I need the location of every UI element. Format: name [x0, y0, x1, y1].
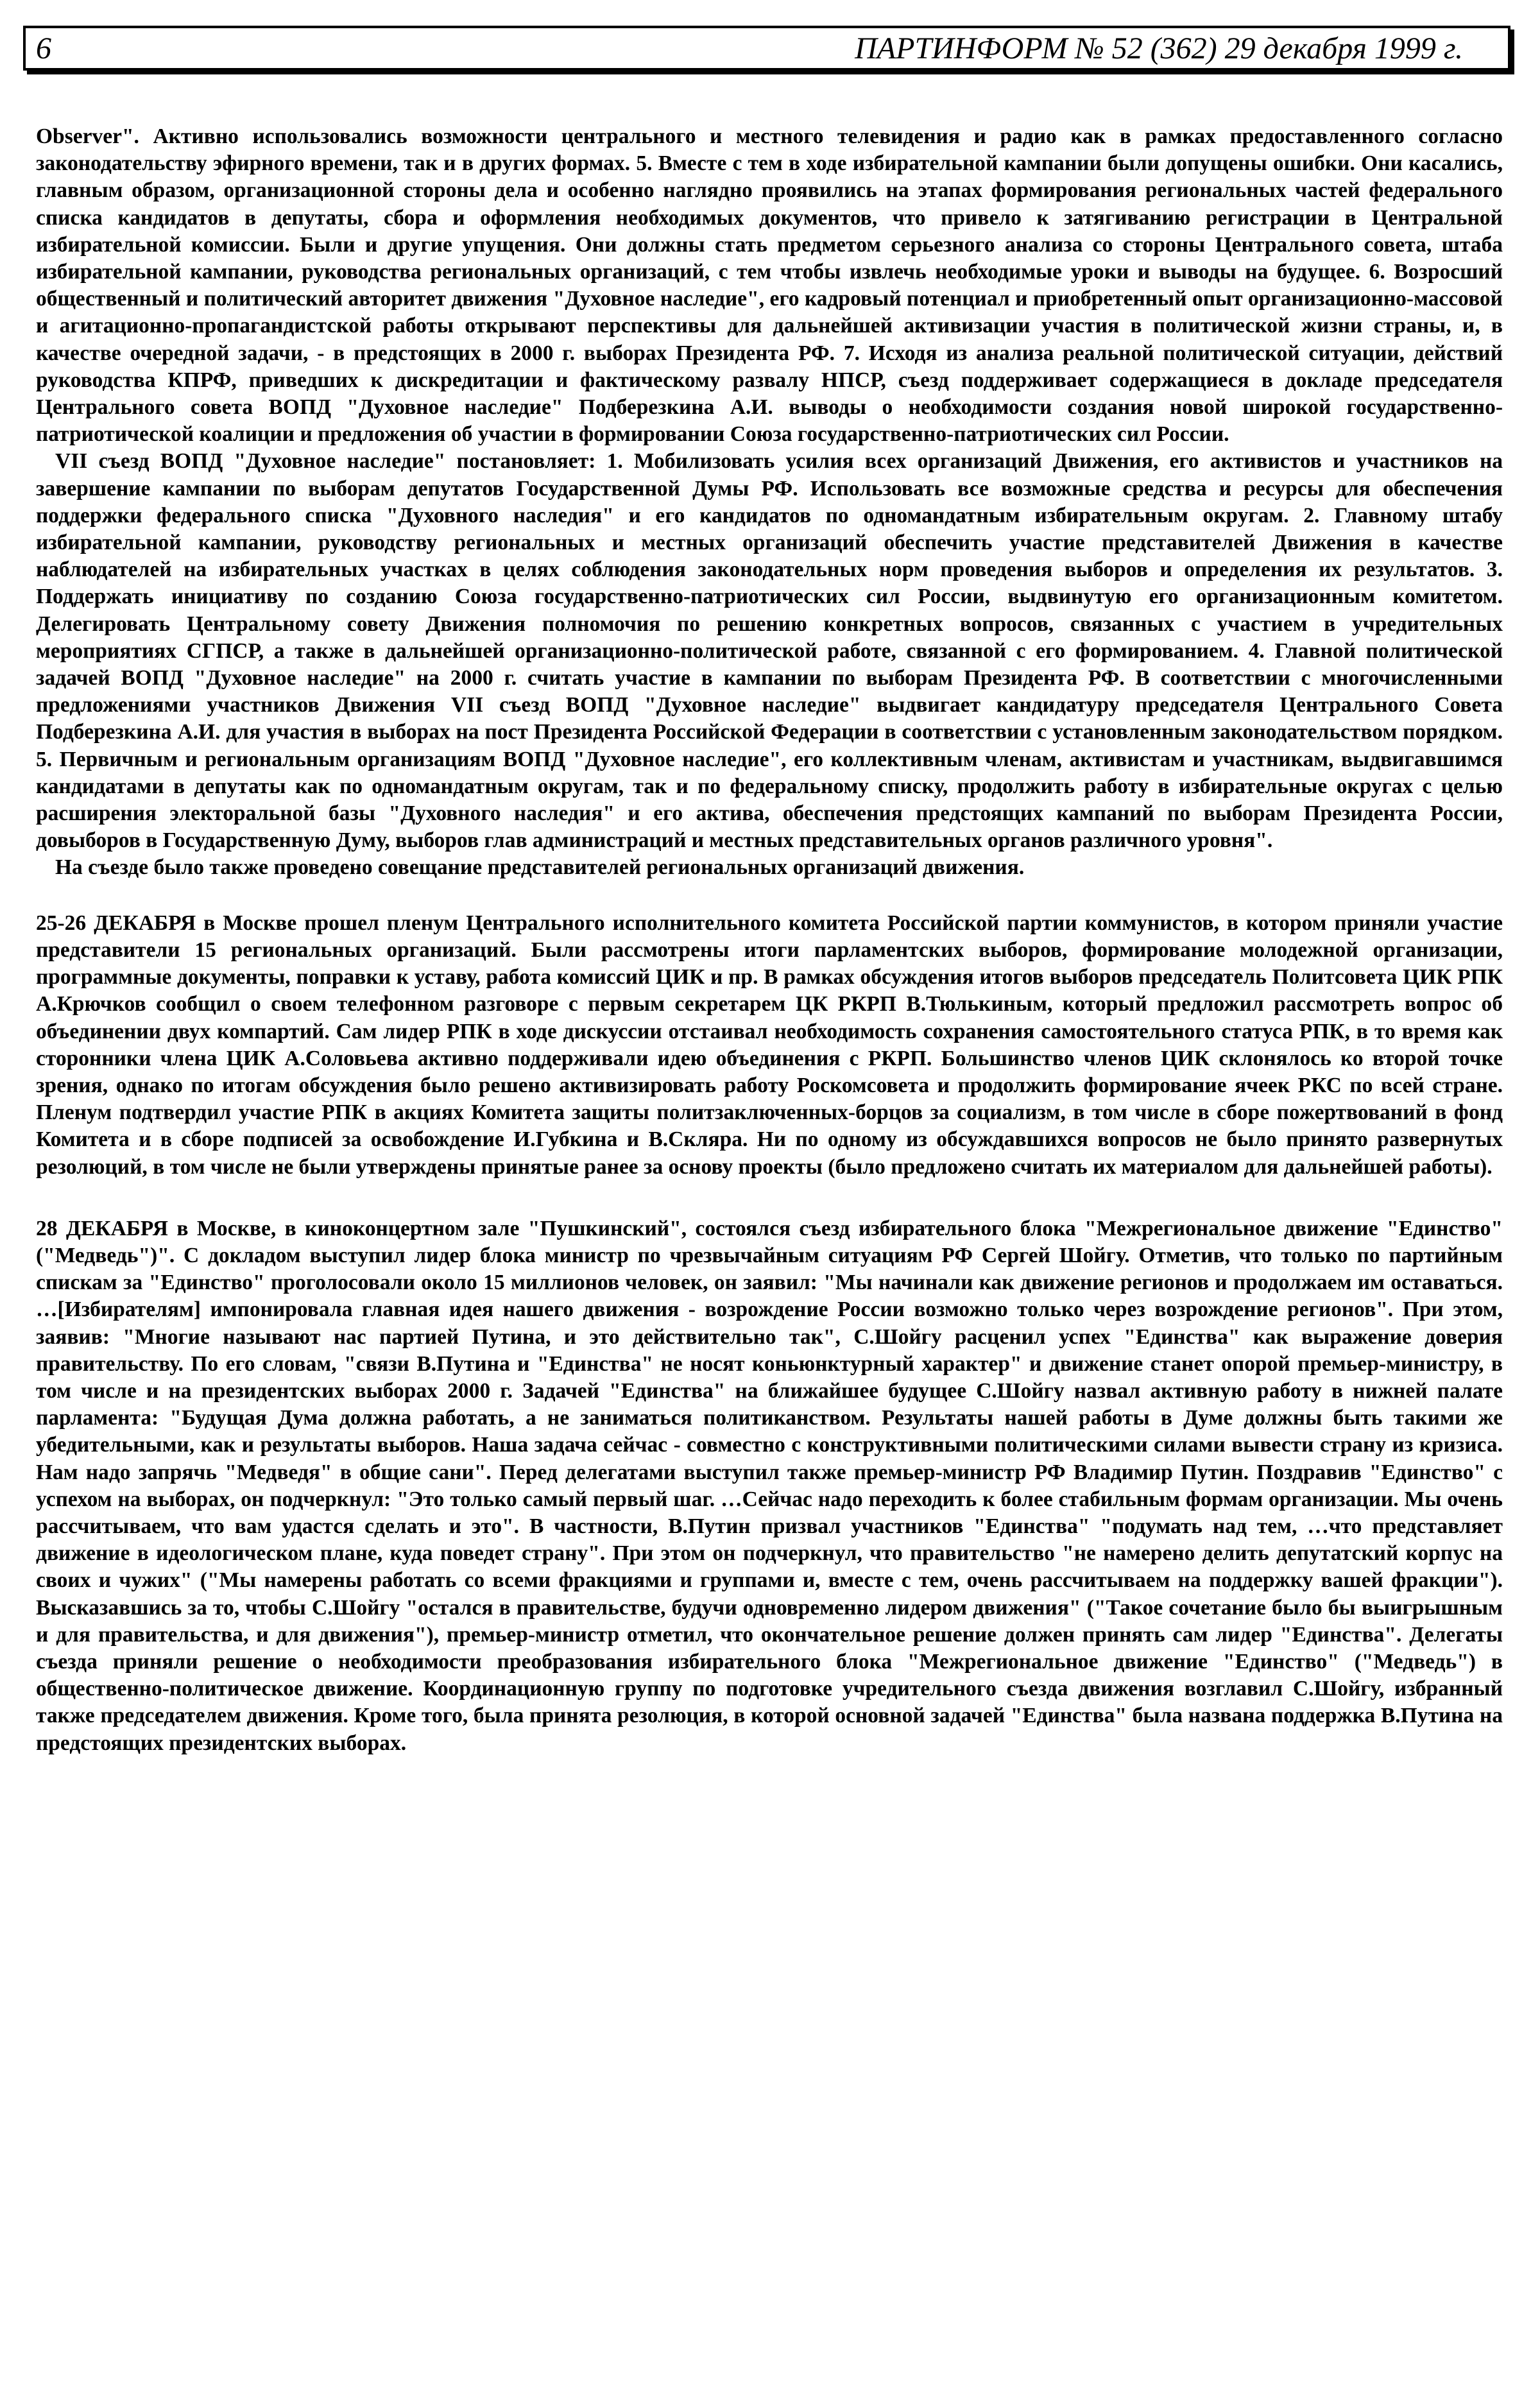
- paragraph-congress-resolution: VII съезд ВОПД "Духовное наследие" постановляет: 1. Мобилизовать усилия всех организаций Движения, его активистов и участников на завершение кампании по выборам депутатов Государственной Думы РФ. Использовать все возможные средства и ресурсы для обеспечения поддержки федерального списка "Духовного наследия" и его кандидатов по одномандатным избирательным округам. 2. Главному штабу избирательной кампании, руководству региональных и местных организаций обеспечить участие представителей Движения в качестве наблюдателей на избирательных участках в целях соблюдения законодательных норм проведения выборов и определения их результатов. 3. Поддержать инициативу по созданию Союза государственно-патриотических сил России, выдвинутую его организационным комитетом. Делегировать Центральному совету Движения полномочия по решению конкретных вопросов, связанных с участием в учредительных мероприятиях СГПСР, а также в дальнейшей организационно-политической работе, связанной с его формированием. 4. Главной политической задачей ВОПД "Духовное наследие" на 2000 г. считать участие в кампании по выборам Президента РФ. В соответствии с многочисленными предложениями участников Движения VII съезд ВОПД "Духовное наследие" выдвигает кандидатуру председателя Центрального Совета Подберезкина А.И. для участия в выборах на пост Президента Российской Федерации в соответствии с установленным законодательством порядком. 5. Первичным и региональным организациям ВОПД "Духовное наследие", его коллективным членам, активистам и участникам, выдвигавшимся кандидатами в депутаты как по одномандатным округам, так и по федеральному списку, продолжить работу в избирательные округах с целью расширения электоральной базы "Духовного наследия" и его актива, обеспечения предстоящих кампаний по выборам Президента России, довыборов в Государственную Думу, выборов глав администраций и местных представительных органов различного уровня".: [36, 449, 1503, 853]
- publication-title: ПАРТИНФОРМ № 52 (362) 29 декабря 1999 г.: [855, 31, 1463, 65]
- page-number: 6: [36, 31, 51, 65]
- article-body: [36, 123, 1503, 1757]
- paragraph-observer: Observer". Активно использовались возможности центрального и местного телевидения и радио как в рамках предоставленного согласно законодательству эфирного времени, так и в других формах. 5. Вместе с тем в ходе избирательной кампании были допущены ошибки. Они касались, главным образом, организационной стороны дела и особенно наглядно проявились на этапах формирования региональных частей федерального списка кандидатов в депутаты, сбора и оформления необходимых документов, что привело к затягиванию регистрации в Центральной избирательной комиссии. Были и другие упущения. Они должны стать предметом серьезного анализа со стороны Центрального совета, штаба избирательной кампании, руководства региональных организаций, с тем чтобы извлечь необходимые уроки и выводы на будущее. 6. Возросший общественный и политический авторитет движения "Духовное наследие", его кадровый потенциал и приобретенный опыт организационно-массовой и агитационно-пропагандистской работы открывают перспективы для дальнейшей активизации участия в политической жизни страны, и, в качестве очередной задачи, - в предстоящих в 2000 г. выборах Президента РФ. 7. Исходя из анализа реальной политической ситуации, действий руководства КПРФ, приведших к дискредитации и фактическому развалу НПСР, съезд поддерживает содержащиеся в докладе председателя Центрального совета ВОПД "Духовное наследие" Подберезкина А.И. выводы о необходимости создания новой широкой государственно-патриотической коалиции и предложения об участии в формировании Союза государственно-патриотических сил России.: [36, 124, 1503, 447]
- paragraph-congress-meeting: На съезде было также проведено совещание представителей региональных организаций движения.: [55, 855, 1025, 880]
- page-header: [23, 26, 1510, 71]
- paragraph-december-25-26: 25-26 ДЕКАБРЯ в Москве прошел пленум Центрального исполнительного комитета Российской партии коммунистов, в котором приняли участие представители 15 региональных организаций. Были рассмотрены итоги парламентских выборов, формирование молодежной организации, программные документы, поправки к уставу, работа комиссий ЦИК и пр. В рамках обсуждения итогов выборов председатель Политсовета ЦИК РПК А.Крючков сообщил о своем телефонном разговоре с первым секретарем ЦК РКРП В.Тюлькиным, который предложил рассмотреть вопрос об объединении двух компартий. Сам лидер РПК в ходе дискуссии отстаивал необходимость сохранения самостоятельного статуса РПК, в то время как сторонники члена ЦИК А.Соловьева активно поддерживали идею объединения с РКРП. Большинство членов ЦИК склонялось ко второй точке зрения, однако по итогам обсуждения было решено активизировать работу Роскомсовета и продолжить формирование ячеек РКС по всей стране. Пленум подтвердил участие РПК в акциях Комитета защиты политзаключенных-борцов за социализм, в том числе в сборе пожертвований в фонд Комитета и в сборе подписей за освобождение И.Губкина и В.Скляра. Ни по одному из обсуждавшихся вопросов не было принято развернутых резолюций, в том числе не были утверждены принятые ранее за основу проекты (было предложено считать их материалом для дальнейшей работы).: [36, 911, 1503, 1179]
- spacer: [36, 1181, 1503, 1215]
- paragraph-december-28: 28 ДЕКАБРЯ в Москве, в киноконцертном зале "Пушкинский", состоялся съезд избирательного блока "Межрегиональное движение "Единство" ("Медведь")". С докладом выступил лидер блока министр по чрезвычайным ситуациям РФ Сергей Шойгу. Отметив, что только по партийным спискам за "Единство" проголосовали около 15 миллионов человек, он заявил: "Мы начинали как движение регионов и продолжаем им оставаться. …[Избирателям] импонировала главная идея нашего движения - возрождение России возможно только через возрождение регионов". При этом, заявив: "Многие называют нас партией Путина, и это действительно так", С.Шойгу расценил успех "Единства" как выражение доверия правительству. По его словам, "связи В.Путина и "Единства" не носят коньюнктурный характер" и движение станет опорой премьер-министру, в том числе и на президентских выборах 2000 г. Задачей "Единства" на ближайшее будущее С.Шойгу назвал активную работу в нижней палате парламента: "Будущая Дума должна работать, а не заниматься политиканством. Результаты нашей работы в Думе должны быть такими же убедительными, как и результаты выборов. Наша задача сейчас - совместно с конструктивными политическими силами вывести страну из кризиса. Нам надо запрячь "Медведя" в общие сани". Перед делегатами выступил также премьер-министр РФ Владимир Путин. Поздравив "Единство" с успехом на выборах, он подчеркнул: "Это только самый первый шаг. …Сейчас надо переходить к более стабильным формам организации. Мы очень рассчитываем, что вам удастся сделать и это". В частности, В.Путин призвал участников "Единства" "подумать над тем, …что представляет движение в идеологическом плане, куда поведет страну". При этом он подчеркнул, что правительство "не намерено делить депутатский корпус на своих и чужих" ("Мы намерены работать со всеми фракциями и группами и, вместе с тем, очень рассчитываем на поддержку вашей фракции"). Высказавшись за то, чтобы С.Шойгу "остался в правительстве, будучи одновременно лидером движения" ("Такое сочетание было бы выигрышным и для правительства, и для движения"), премьер-министр отметил, что окончательное решение должен принять сам лидер "Единства". Делегаты съезда приняли решение о необходимости преобразования избирательного блока "Межрегиональное движение "Единство" ("Медведь") в общественно-политическое движение. Координационную группу по подготовке учредительного съезда движения возглавил С.Шойгу, избранный также председателем движения. Кроме того, была принята резолюция, в которой основной задачей "Единства" была названа поддержка В.Путина на предстоящих президентских выборах.: [36, 1216, 1503, 1755]
- spacer: [36, 882, 1503, 910]
